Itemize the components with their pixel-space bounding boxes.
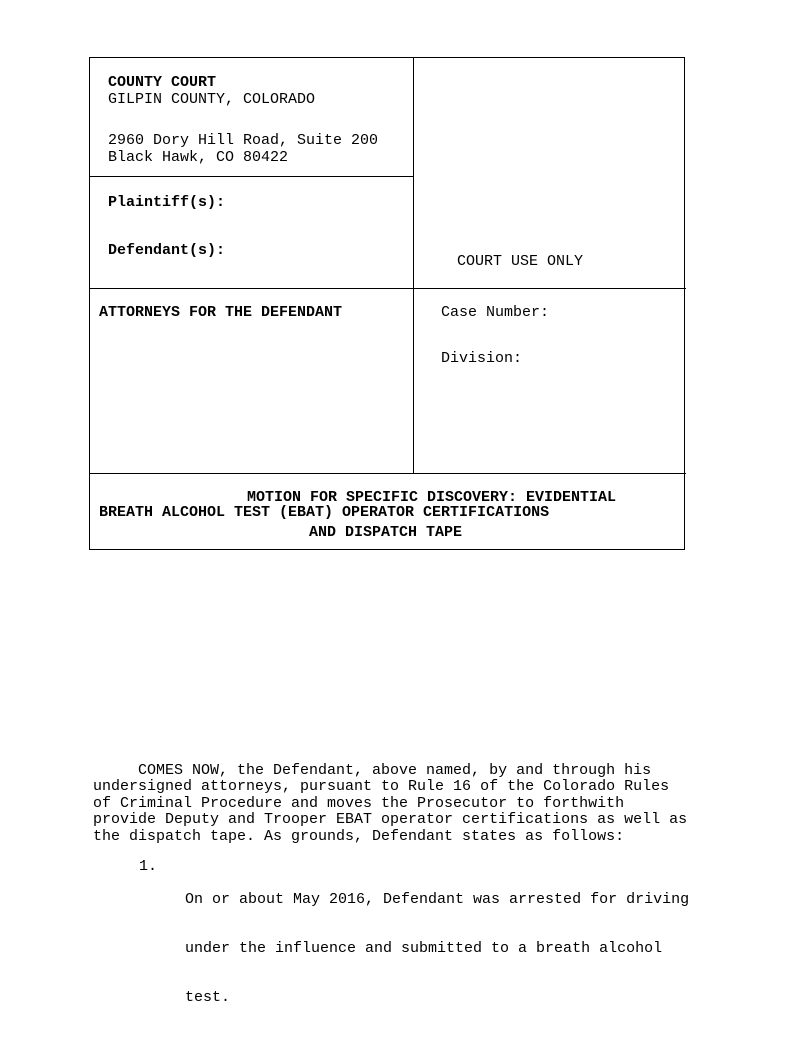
parties-divider [90, 288, 686, 289]
attorneys-label: ATTORNEYS FOR THE DEFENDANT [99, 304, 343, 321]
court-info-divider [90, 176, 414, 177]
motion-title-line1: MOTION FOR SPECIFIC DISCOVERY: EVIDENTIAL [247, 489, 617, 506]
case-number-label: Case Number: [441, 304, 550, 321]
court-county: GILPIN COUNTY, COLORADO [108, 91, 316, 108]
item-text [185, 859, 689, 1039]
intro-paragraph [93, 763, 733, 845]
intro-line: undersigned attorneys, pursuant to Rule 16 of the Colorado Rules [93, 778, 670, 796]
court-use-only-label: COURT USE ONLY [457, 253, 584, 270]
motion-title-line2: BREATH ALCOHOL TEST (EBAT) OPERATOR CERTIFICATIONS [99, 504, 550, 521]
plaintiff-label: Plaintiff(s): [108, 194, 226, 211]
court-address-line2: Black Hawk, CO 80422 [108, 149, 289, 166]
item-line: test. [185, 989, 231, 1007]
division-label: Division: [441, 350, 523, 367]
item-number: 1. [139, 858, 158, 875]
caption-vertical-divider [413, 58, 414, 474]
defendant-label: Defendant(s): [108, 242, 226, 259]
motion-title-line3: AND DISPATCH TAPE [309, 524, 463, 541]
intro-line: provide Deputy and Trooper EBAT operator certifications as well as [93, 811, 688, 829]
attorney-divider [90, 473, 686, 474]
case-caption-box [89, 57, 685, 550]
intro-line: of Criminal Procedure and moves the Prosecutor to forthwith [93, 794, 625, 812]
intro-line: the dispatch tape. As grounds, Defendant states as follows: [93, 827, 625, 845]
court-name: COUNTY COURT [108, 74, 217, 91]
item-line: under the influence and submitted to a breath alcohol [185, 940, 663, 958]
intro-line: COMES NOW, the Defendant, above named, by and through his [93, 762, 652, 779]
court-address-line1: 2960 Dory Hill Road, Suite 200 [108, 132, 379, 149]
item-line: On or about May 2016, Defendant was arrested for driving [185, 890, 690, 908]
